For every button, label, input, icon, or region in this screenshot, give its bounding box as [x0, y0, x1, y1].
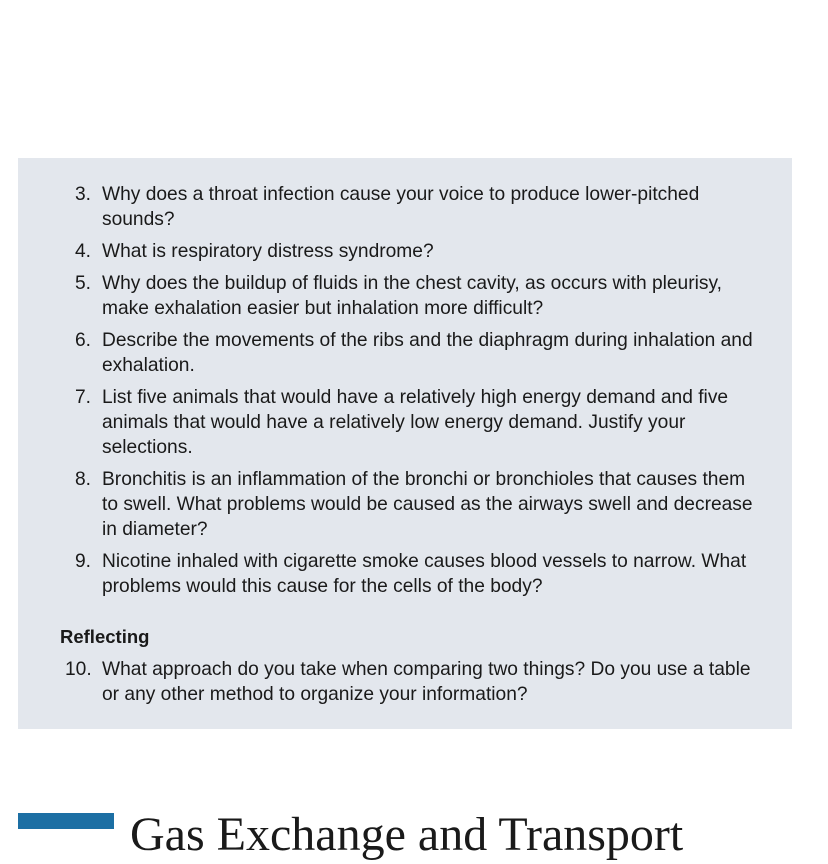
question-number: 3.: [75, 184, 92, 205]
question-list: [18, 182, 792, 606]
question-item: [18, 239, 792, 264]
question-number: 5.: [75, 273, 92, 294]
question-item: [18, 549, 792, 599]
question-text: Nicotine inhaled with cigarette smoke causes blood vessels to narrow. What problems would this cause for the cells of the body?: [102, 551, 747, 597]
question-item: [18, 385, 792, 460]
question-text: Describe the movements of the ribs and the diaphragm during inhalation and exhalation.: [102, 330, 753, 376]
question-item: [18, 467, 792, 542]
reflecting-heading: Reflecting: [60, 626, 150, 647]
question-text: What approach do you take when comparing two things? Do you use a table or any other method to organize your information?: [102, 659, 751, 705]
question-number: 6.: [75, 330, 92, 351]
question-item: [18, 182, 792, 232]
question-text: Why does a throat infection cause your voice to produce lower-pitched sounds?: [102, 184, 700, 230]
question-number: 9.: [75, 551, 92, 572]
question-text: What is respiratory distress syndrome?: [102, 241, 434, 262]
question-item: [18, 271, 792, 321]
next-section-heading: Gas Exchange and Transport: [130, 808, 684, 861]
question-item: [18, 657, 792, 707]
section-number-tab: [18, 813, 114, 829]
question-number: 7.: [75, 387, 92, 408]
question-item: [18, 328, 792, 378]
review-questions-box: [18, 158, 792, 729]
question-number: 8.: [75, 469, 92, 490]
question-text: Bronchitis is an inflammation of the bronchi or bronchioles that causes them to swell. What problems would be caused as the airways swell and decrease in diameter?: [102, 469, 753, 540]
question-text: Why does the buildup of fluids in the chest cavity, as occurs with pleurisy, make exhalation easier but inhalation more difficult?: [102, 273, 722, 319]
question-number: 4.: [75, 241, 92, 262]
reflecting-question-list: [18, 657, 792, 714]
question-number: 10.: [65, 659, 92, 680]
question-text: List five animals that would have a relatively high energy demand and five animals that would have a relatively low energy demand. Justify your selections.: [102, 387, 729, 458]
